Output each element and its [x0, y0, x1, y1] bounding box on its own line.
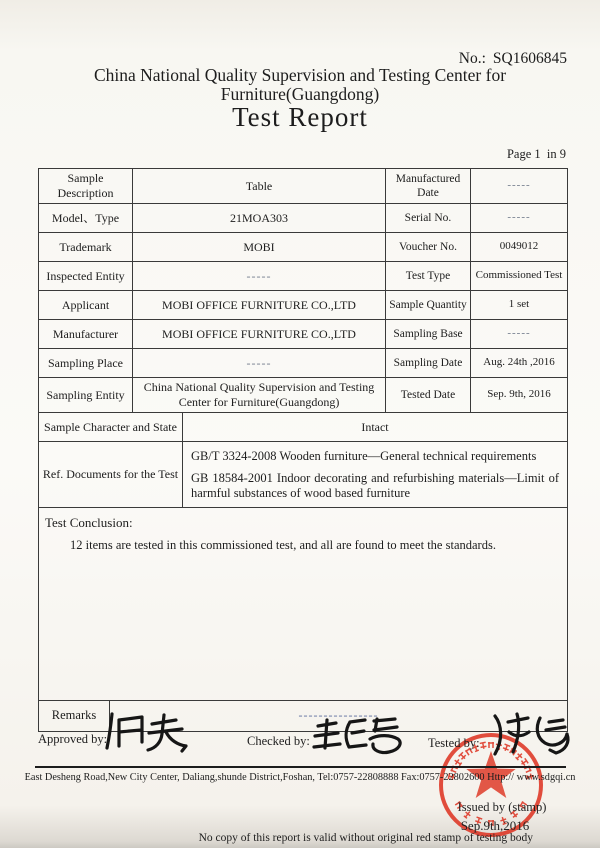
approved-signature: [100, 710, 210, 756]
field-value: Sep. 9th, 2016: [487, 388, 551, 401]
field-label: Sampling Base: [386, 320, 471, 348]
footer-divider: [35, 766, 566, 768]
field-value: MOBI: [133, 233, 386, 261]
test-conclusion-label: Test Conclusion:: [45, 514, 133, 530]
document-title: Test Report: [232, 102, 368, 132]
checked-by-label: Checked by:: [247, 734, 310, 748]
field-value: -----: [507, 327, 531, 340]
ref-documents-cell: [183, 442, 567, 507]
field-label: Trademark: [39, 233, 133, 261]
page-indicator: Page 1 in 9: [506, 147, 566, 161]
report-number-label: No.:: [458, 50, 486, 67]
test-conclusion-text: 12 items are tested in this commissioned test, and all are found to meet the standards.: [70, 538, 496, 553]
field-label: Sample Description: [39, 169, 133, 203]
table-row: [39, 320, 567, 349]
approved-by-label: Approved by:: [38, 732, 108, 746]
field-value: 0049012: [499, 240, 539, 253]
field-label: Manufactured Date: [386, 169, 471, 203]
organization-name-line1: China National Quality Supervision and Testing Center for: [93, 65, 507, 85]
field-value: -----: [133, 349, 386, 377]
field-value: Table: [133, 169, 386, 203]
ref-document-2: GB 18584-2001 Indoor decorating and refurbishing materials—Limit of harmful substances of wood based furniture: [191, 470, 559, 501]
field-value: -----: [507, 211, 531, 224]
field-label: Sample Character and State: [39, 413, 183, 441]
field-label: Manufacturer: [39, 320, 133, 348]
tested-signature: [486, 710, 576, 760]
remarks-value: ----------------: [298, 708, 379, 723]
tested-by-label: Tested by:: [428, 736, 480, 750]
field-value: Aug. 24th ,2016: [483, 356, 555, 369]
field-label: Tested Date: [386, 378, 471, 412]
field-value: 1 set: [508, 298, 530, 311]
organization-name-line2: Furniture(Guangdong): [220, 84, 380, 105]
field-label: Inspected Entity: [39, 262, 133, 290]
field-label: Sampling Place: [39, 349, 133, 377]
table-row: [39, 378, 567, 413]
ref-document-1: GB/T 3324-2008 Wooden furniture—General technical requirements: [191, 449, 537, 463]
checked-signature: [310, 714, 410, 756]
stamp-date-text: Sep.9th,2016: [460, 818, 530, 833]
ref-documents-row: [39, 442, 567, 508]
field-label: Applicant: [39, 291, 133, 319]
field-value: -----: [133, 262, 386, 290]
table-row: [39, 291, 567, 320]
table-row: [39, 233, 567, 262]
remarks-label: Remarks: [39, 701, 110, 731]
field-label: Ref. Documents for the Test: [39, 442, 183, 507]
field-value: -----: [507, 179, 531, 192]
organization-name: [0, 66, 600, 105]
field-label: Test Type: [386, 262, 471, 290]
field-value: 21MOA303: [133, 204, 386, 232]
field-label: Model、Type: [39, 204, 133, 232]
table-row: [39, 262, 567, 291]
field-value: Intact: [361, 419, 389, 434]
table-row: [39, 204, 567, 233]
field-label: Voucher No.: [386, 233, 471, 261]
field-value: China National Quality Supervision and Testing Center for Furniture(Guangdong): [133, 378, 386, 412]
footer-address: East Desheng Road,New City Center, Daliang,shunde District,Foshan, Tel:0757-22808888 Fax:0757-22802600 Http:// www.sdgqi.cn: [24, 772, 576, 783]
sample-character-row: [39, 413, 567, 442]
field-value: MOBI OFFICE FURNITURE CO.,LTD: [133, 320, 386, 348]
field-label: Sample Quantity: [386, 291, 471, 319]
field-label: Sampling Date: [386, 349, 471, 377]
field-value: MOBI OFFICE FURNITURE CO.,LTD: [133, 291, 386, 319]
validity-note: No copy of this report is valid without original red stamp of testing body: [198, 832, 533, 844]
field-label: Serial No.: [386, 204, 471, 232]
table-row: [39, 169, 567, 204]
report-number-value: SQ1606845: [492, 50, 567, 67]
stamp-issued-by-text: Issued by (stamp): [457, 800, 547, 814]
field-label: Sampling Entity: [39, 378, 133, 412]
table-row: [39, 349, 567, 378]
field-value: Commissioned Test: [475, 269, 563, 282]
